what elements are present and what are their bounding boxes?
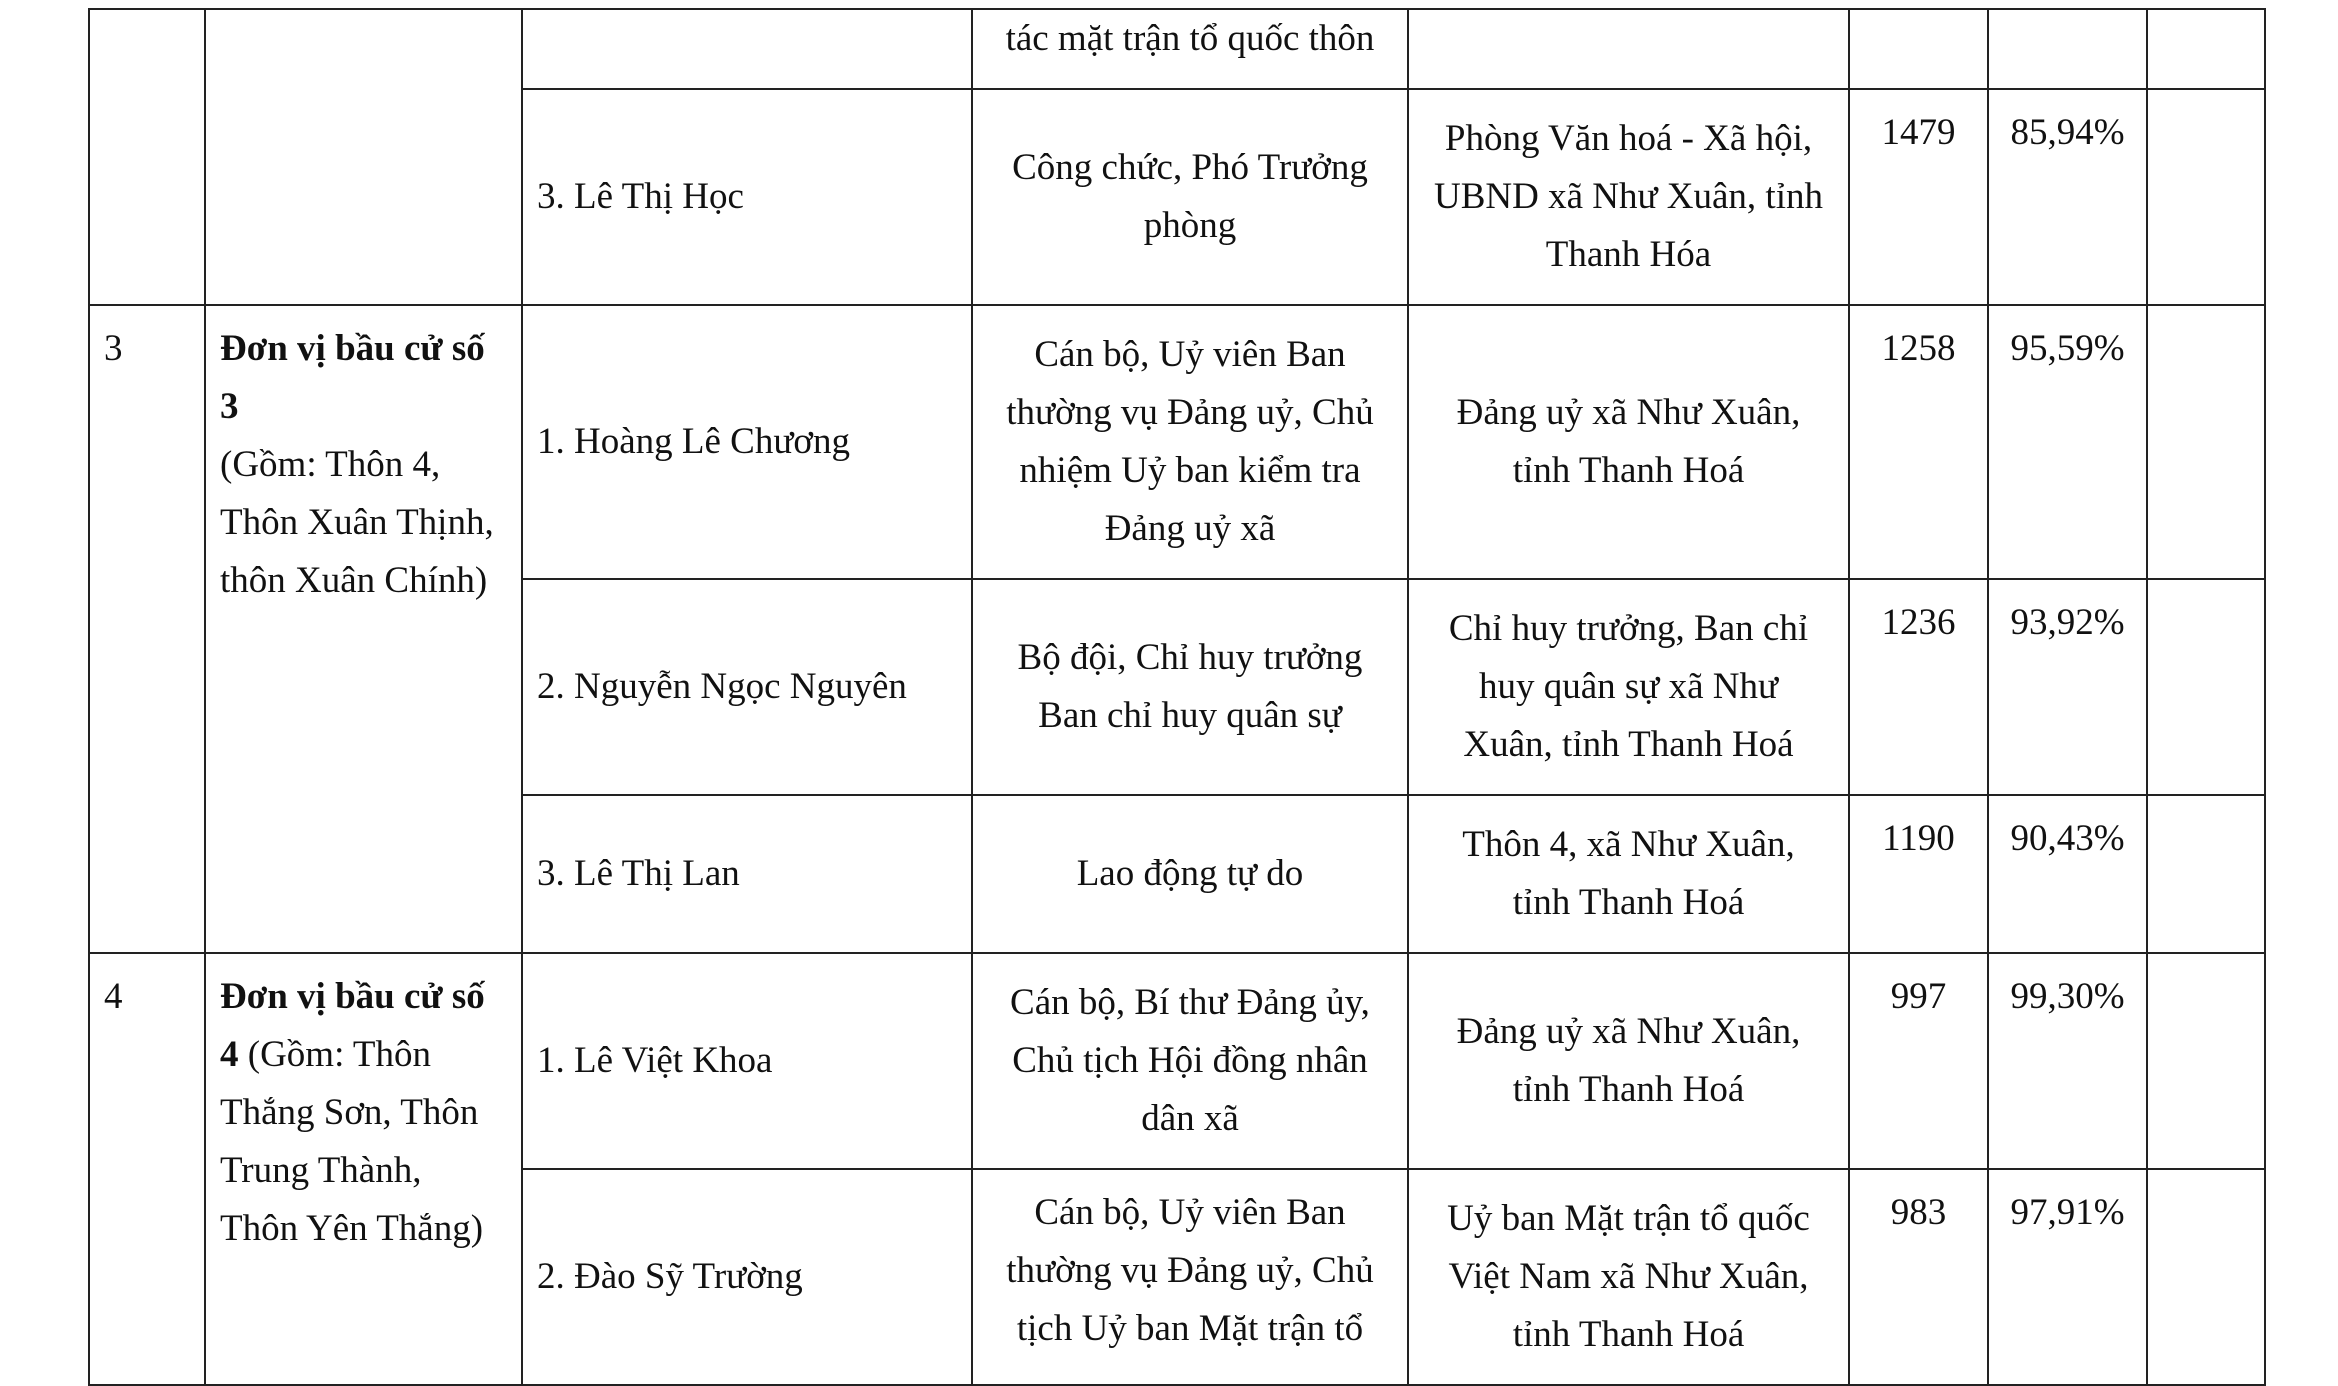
role-cell [972, 89, 1408, 305]
percent-value: 99,30% [2010, 976, 2125, 1017]
note-cell [2147, 579, 2265, 795]
unit-description: (Gồm: Thôn Thắng Sơn, Thôn Trung Thành, Thôn Yên Thắng) [220, 1034, 484, 1249]
role-cell [972, 795, 1408, 953]
candidate-name: 3. Lê Thị Lan [537, 853, 740, 894]
candidate-name-cell [522, 9, 972, 89]
stt-cell [89, 305, 205, 953]
role-cell [972, 579, 1408, 795]
workplace-text: Đảng uỷ xã Như Xuân, tỉnh Thanh Hoá [1456, 392, 1801, 491]
percent-value: 97,91% [2010, 1192, 2125, 1233]
stt-value: 3 [104, 328, 123, 369]
role-text: Công chức, Phó Trưởng phòng [1012, 147, 1368, 246]
unit-title-line1: Đơn vị bầu cử số [220, 976, 485, 1017]
percent-cell [1988, 9, 2147, 89]
candidate-name-cell [522, 795, 972, 953]
stt-cell [89, 9, 205, 305]
workplace-cell [1408, 89, 1849, 305]
percent-value: 90,43% [2010, 818, 2125, 859]
stt-value: 4 [104, 976, 123, 1017]
note-cell [2147, 1169, 2265, 1385]
candidate-name: 1. Hoàng Lê Chương [537, 421, 850, 462]
votes-value: 1258 [1881, 328, 1956, 369]
votes-value: 1236 [1881, 602, 1956, 643]
role-text: Cán bộ, Uỷ viên Ban thường vụ Đảng uỷ, Chủ tịch Uỷ ban Mặt trận tổ [1006, 1192, 1374, 1349]
candidate-name-cell [522, 1169, 972, 1385]
workplace-cell [1408, 795, 1849, 953]
unit-description: (Gồm: Thôn 4, Thôn Xuân Thịnh, thôn Xuân Chính) [220, 444, 494, 601]
percent-cell [1988, 953, 2147, 1169]
workplace-cell [1408, 9, 1849, 89]
workplace-text: Phòng Văn hoá - Xã hội, UBND xã Như Xuân, tỉnh Thanh Hóa [1434, 118, 1823, 275]
stt-cell [89, 953, 205, 1385]
unit-cell [205, 305, 522, 953]
candidate-name-cell [522, 89, 972, 305]
role-text: tác mặt trận tổ quốc thôn [1005, 18, 1375, 59]
votes-cell [1849, 89, 1988, 305]
workplace-text: Thôn 4, xã Như Xuân, tỉnh Thanh Hoá [1462, 824, 1795, 923]
unit-cell [205, 953, 522, 1385]
role-cell [972, 1169, 1408, 1385]
candidate-name-cell [522, 953, 972, 1169]
percent-value: 93,92% [2010, 602, 2125, 643]
votes-cell [1849, 305, 1988, 579]
table-row [89, 9, 2265, 89]
note-cell [2147, 89, 2265, 305]
unit-cell [205, 9, 522, 305]
workplace-text: Uỷ ban Mặt trận tổ quốc Việt Nam xã Như Xuân, tỉnh Thanh Hoá [1447, 1198, 1810, 1355]
votes-value: 1190 [1882, 818, 1955, 859]
workplace-cell [1408, 579, 1849, 795]
role-cell [972, 9, 1408, 89]
percent-cell [1988, 305, 2147, 579]
note-cell [2147, 9, 2265, 89]
percent-value: 95,59% [2010, 328, 2125, 369]
role-cell [972, 305, 1408, 579]
votes-cell [1849, 1169, 1988, 1385]
votes-cell [1849, 953, 1988, 1169]
candidate-name: 2. Đào Sỹ Trường [537, 1256, 803, 1297]
unit-block [220, 968, 507, 1258]
note-cell [2147, 795, 2265, 953]
table-row [89, 305, 2265, 579]
candidate-name: 3. Lê Thị Học [537, 176, 744, 217]
workplace-text: Chỉ huy trưởng, Ban chỉ huy quân sự xã Như Xuân, tỉnh Thanh Hoá [1448, 608, 1809, 765]
candidate-name: 1. Lê Việt Khoa [537, 1040, 773, 1081]
table-row [89, 953, 2265, 1169]
unit-title-number: 4 [220, 1034, 239, 1075]
candidate-name: 2. Nguyễn Ngọc Nguyên [537, 666, 907, 707]
role-text: Bộ đội, Chỉ huy trưởng Ban chỉ huy quân sự [1017, 637, 1363, 736]
percent-value: 85,94% [2010, 112, 2125, 153]
unit-title: Đơn vị bầu cử số 3 [220, 328, 485, 427]
role-text: Cán bộ, Uỷ viên Ban thường vụ Đảng uỷ, Chủ nhiệm Uỷ ban kiểm tra Đảng uỷ xã [1006, 334, 1374, 549]
candidate-name-cell [522, 579, 972, 795]
role-text: Lao động tự do [1076, 853, 1304, 894]
note-cell [2147, 953, 2265, 1169]
percent-cell [1988, 579, 2147, 795]
workplace-cell [1408, 305, 1849, 579]
votes-cell [1849, 9, 1988, 89]
votes-value: 983 [1890, 1192, 1947, 1233]
workplace-text: Đảng uỷ xã Như Xuân, tỉnh Thanh Hoá [1456, 1011, 1801, 1110]
votes-value: 997 [1890, 976, 1947, 1017]
candidate-name-cell [522, 305, 972, 579]
percent-cell [1988, 1169, 2147, 1385]
votes-cell [1849, 579, 1988, 795]
votes-cell [1849, 795, 1988, 953]
votes-value: 1479 [1881, 112, 1956, 153]
workplace-cell [1408, 953, 1849, 1169]
percent-cell [1988, 795, 2147, 953]
note-cell [2147, 305, 2265, 579]
role-text: Cán bộ, Bí thư Đảng ủy, Chủ tịch Hội đồng nhân dân xã [1010, 982, 1370, 1139]
workplace-cell [1408, 1169, 1849, 1385]
election-results-table [88, 8, 2266, 1386]
role-cell [972, 953, 1408, 1169]
percent-cell [1988, 89, 2147, 305]
